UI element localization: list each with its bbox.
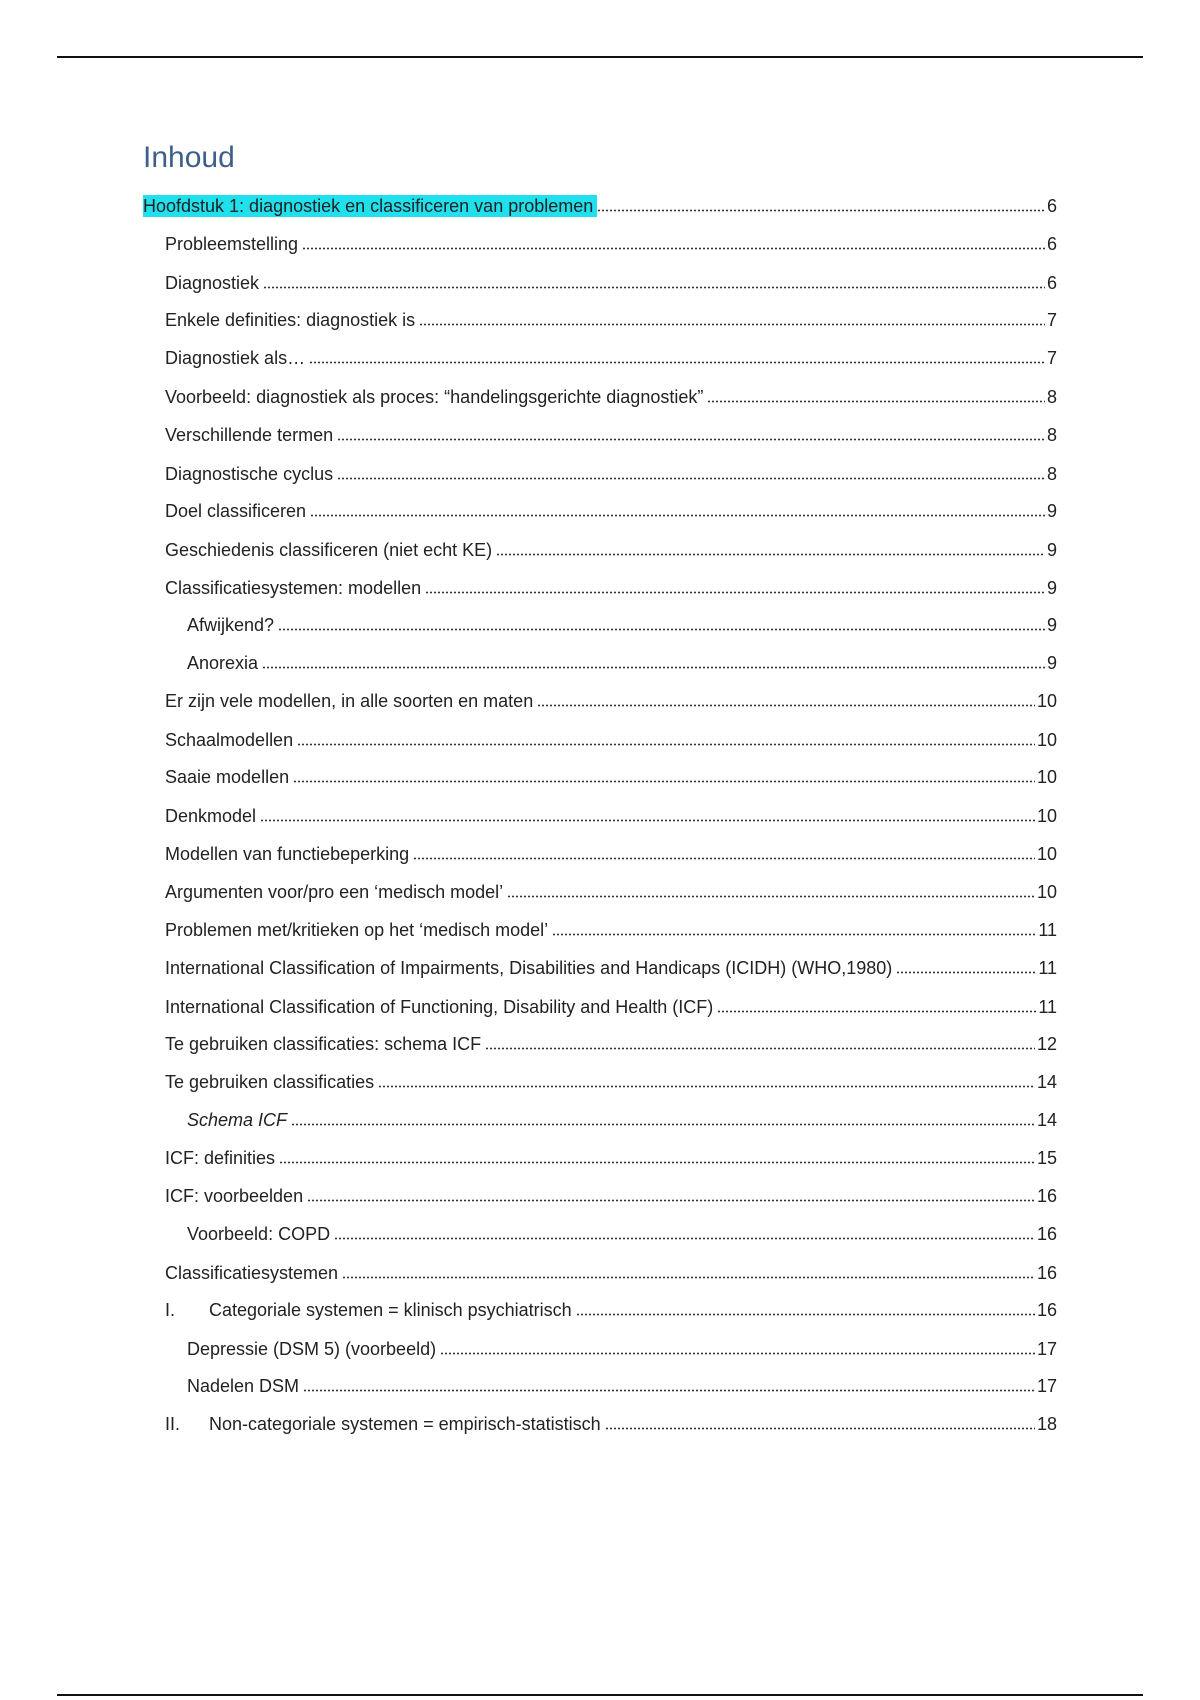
toc-entry-page: 17	[1036, 1376, 1057, 1396]
toc-entry-page: 11	[1038, 958, 1057, 978]
toc-entry-page: 7	[1046, 310, 1057, 330]
toc-entry[interactable]	[143, 1221, 1057, 1245]
toc-entry-text: Non-categoriale systemen = empirisch-statistisch	[209, 1414, 601, 1434]
toc-entry-label: Te gebruiken classificaties	[165, 1071, 378, 1093]
toc-entry-numeral: I.	[165, 1300, 176, 1320]
toc-dot-leader	[337, 438, 1045, 441]
toc-entry-page: 8	[1046, 387, 1057, 407]
toc-entry-label: Denkmodel	[165, 805, 260, 827]
toc-entry[interactable]	[143, 1069, 1057, 1093]
toc-dot-leader	[310, 514, 1045, 517]
toc-dot-leader	[717, 1010, 1036, 1013]
toc-dot-leader	[303, 1389, 1035, 1392]
toc-entry[interactable]	[143, 422, 1057, 446]
toc-entry[interactable]	[143, 1145, 1057, 1169]
toc-entry-page: 17	[1036, 1339, 1057, 1359]
toc-entry-page: 15	[1036, 1148, 1057, 1168]
toc-entry-page: 14	[1036, 1072, 1057, 1092]
toc-entry-page: 16	[1036, 1224, 1057, 1244]
toc-dot-leader	[291, 1123, 1035, 1126]
footer-rule	[57, 1694, 1143, 1696]
toc-entry-page: 9	[1046, 501, 1057, 521]
toc-entry-page: 6	[1046, 273, 1057, 293]
toc-entry[interactable]	[143, 955, 1057, 979]
toc-entry-page: 14	[1036, 1110, 1057, 1130]
toc-dot-leader	[262, 666, 1045, 669]
toc-entry-label	[165, 1413, 605, 1435]
toc-entry[interactable]	[143, 727, 1057, 751]
toc-dot-leader	[413, 857, 1035, 860]
toc-entry[interactable]	[143, 994, 1057, 1018]
toc-entry-label: Diagnostische cyclus	[165, 463, 337, 485]
toc-entry[interactable]	[143, 231, 1057, 255]
toc-entry[interactable]	[143, 307, 1057, 331]
toc-entry-page: 9	[1046, 578, 1057, 598]
toc-entry-page: 16	[1036, 1263, 1057, 1283]
toc-entry-label: Schaalmodellen	[165, 729, 297, 751]
toc-dot-leader	[419, 323, 1045, 326]
toc-entry[interactable]	[143, 345, 1057, 369]
toc-dot-leader	[605, 1427, 1035, 1430]
toc-entry-page: 8	[1046, 425, 1057, 445]
toc-entry-page: 10	[1036, 844, 1057, 864]
toc-entry[interactable]	[143, 1183, 1057, 1207]
toc-entry[interactable]	[143, 193, 1057, 217]
toc-dot-leader	[293, 780, 1035, 783]
toc-entry[interactable]	[143, 764, 1057, 788]
toc-entry-label: Te gebruiken classificaties: schema ICF	[165, 1033, 485, 1055]
toc-entry-page: 10	[1036, 691, 1057, 711]
toc-entry-page: 8	[1046, 464, 1057, 484]
toc-entry-page: 16	[1036, 1186, 1057, 1206]
toc-dot-leader	[597, 209, 1045, 212]
toc-entry[interactable]	[143, 1411, 1057, 1435]
toc-entry-label: Hoofdstuk 1: diagnostiek en classificeren van problemen	[143, 195, 597, 217]
toc-entry-label: Problemen met/kritieken op het ‘medisch model’	[165, 919, 552, 941]
toc-entry-page: 12	[1036, 1034, 1057, 1054]
toc-title: Inhoud	[143, 141, 235, 174]
toc-entry-label: Classificatiesystemen: modellen	[165, 577, 425, 599]
toc-entry-label: International Classification of Functioning, Disability and Health (ICF)	[165, 996, 717, 1018]
toc-dot-leader	[576, 1313, 1035, 1316]
toc-entry-label: Voorbeeld: diagnostiek als proces: “handelingsgerichte diagnostiek”	[165, 386, 707, 408]
toc-entry-page: 11	[1038, 920, 1057, 940]
toc-entry-label: Enkele definities: diagnostiek is	[165, 309, 419, 331]
toc-entry[interactable]	[143, 270, 1057, 294]
toc-entry-label: Modellen van functiebeperking	[165, 843, 413, 865]
toc-dot-leader	[537, 704, 1035, 707]
toc-entry-page: 6	[1046, 234, 1057, 254]
toc-entry-label: Diagnostiek	[165, 272, 263, 294]
toc-entry-label: Nadelen DSM	[187, 1375, 303, 1397]
toc-entry[interactable]	[143, 917, 1057, 941]
toc-dot-leader	[307, 1199, 1035, 1202]
toc-dot-leader	[260, 819, 1035, 822]
toc-dot-leader	[378, 1085, 1035, 1088]
toc-entry-page: 16	[1036, 1300, 1057, 1320]
toc-entry-page: 9	[1046, 615, 1057, 635]
toc-entry[interactable]	[143, 650, 1057, 674]
toc-dot-leader	[279, 1161, 1035, 1164]
toc-dot-leader	[552, 933, 1036, 936]
toc-entry-label: Probleemstelling	[165, 233, 302, 255]
toc-dot-leader	[425, 591, 1045, 594]
toc-entry[interactable]	[143, 841, 1057, 865]
toc-entry[interactable]	[143, 803, 1057, 827]
toc-entry[interactable]	[143, 461, 1057, 485]
toc-entry-label: Anorexia	[187, 652, 262, 674]
toc-entry-page: 11	[1038, 997, 1057, 1017]
toc-entry-text: Categoriale systemen = klinisch psychiatrisch	[209, 1300, 572, 1320]
toc-entry-page: 10	[1036, 730, 1057, 750]
toc-dot-leader	[707, 400, 1045, 403]
toc-entry-page: 9	[1046, 540, 1057, 560]
toc-entry-label: Saaie modellen	[165, 766, 293, 788]
toc-entry-label: Diagnostiek als…	[165, 347, 309, 369]
toc-entry-label: Doel classificeren	[165, 500, 310, 522]
toc-dot-leader	[263, 286, 1045, 289]
toc-entry[interactable]	[143, 1260, 1057, 1284]
toc-entry[interactable]	[143, 612, 1057, 636]
toc-entry[interactable]	[143, 575, 1057, 599]
toc-entry-label: Argumenten voor/pro een ‘medisch model’	[165, 881, 507, 903]
toc-entry-label: Verschillende termen	[165, 424, 337, 446]
toc-entry-numeral: II.	[165, 1414, 181, 1434]
toc-entry-label: ICF: definities	[165, 1147, 279, 1169]
toc-entry-page: 10	[1036, 767, 1057, 787]
toc-entry[interactable]	[143, 537, 1057, 561]
toc-entry[interactable]	[143, 1031, 1057, 1055]
toc-dot-leader	[297, 743, 1035, 746]
toc-entry[interactable]	[143, 879, 1057, 903]
toc-entry-label	[165, 1299, 576, 1321]
toc-entry-page: 7	[1046, 348, 1057, 368]
header-rule	[57, 56, 1143, 58]
toc-dot-leader	[342, 1276, 1035, 1279]
toc-entry[interactable]	[143, 1297, 1057, 1321]
toc-entry[interactable]	[143, 688, 1057, 712]
toc-entry-label: Afwijkend?	[187, 614, 278, 636]
toc-dot-leader	[278, 628, 1045, 631]
toc-dot-leader	[440, 1352, 1035, 1355]
toc-entry-page: 6	[1046, 196, 1057, 216]
toc-entry-label: Depressie (DSM 5) (voorbeeld)	[187, 1338, 440, 1360]
toc-entry-label: Er zijn vele modellen, in alle soorten en maten	[165, 690, 537, 712]
toc-entry-label: International Classification of Impairments, Disabilities and Handicaps (ICIDH) (WHO,1980)	[165, 957, 896, 979]
toc-dot-leader	[496, 553, 1045, 556]
toc-entry-page: 18	[1036, 1414, 1057, 1434]
toc-dot-leader	[302, 247, 1045, 250]
toc-entry[interactable]	[143, 1336, 1057, 1360]
toc-entry-label: Classificatiesystemen	[165, 1262, 342, 1284]
toc-entry-page: 10	[1036, 882, 1057, 902]
toc-entry-label: ICF: voorbeelden	[165, 1185, 307, 1207]
toc-entry-page: 9	[1046, 653, 1057, 673]
toc-entry-label: Voorbeeld: COPD	[187, 1223, 334, 1245]
toc-entry-page: 10	[1036, 806, 1057, 826]
toc-dot-leader	[334, 1237, 1035, 1240]
toc-dot-leader	[309, 361, 1045, 364]
toc-entry[interactable]	[143, 384, 1057, 408]
toc-entry-label: Geschiedenis classificeren (niet echt KE)	[165, 539, 496, 561]
toc-dot-leader	[896, 971, 1036, 974]
toc-entry[interactable]	[143, 1107, 1057, 1131]
toc-entry[interactable]	[143, 1373, 1057, 1397]
toc-dot-leader	[507, 895, 1035, 898]
toc-dot-leader	[337, 477, 1045, 480]
toc-dot-leader	[485, 1047, 1035, 1050]
toc-entry[interactable]	[143, 498, 1057, 522]
toc-entry-label: Schema ICF	[187, 1109, 291, 1131]
